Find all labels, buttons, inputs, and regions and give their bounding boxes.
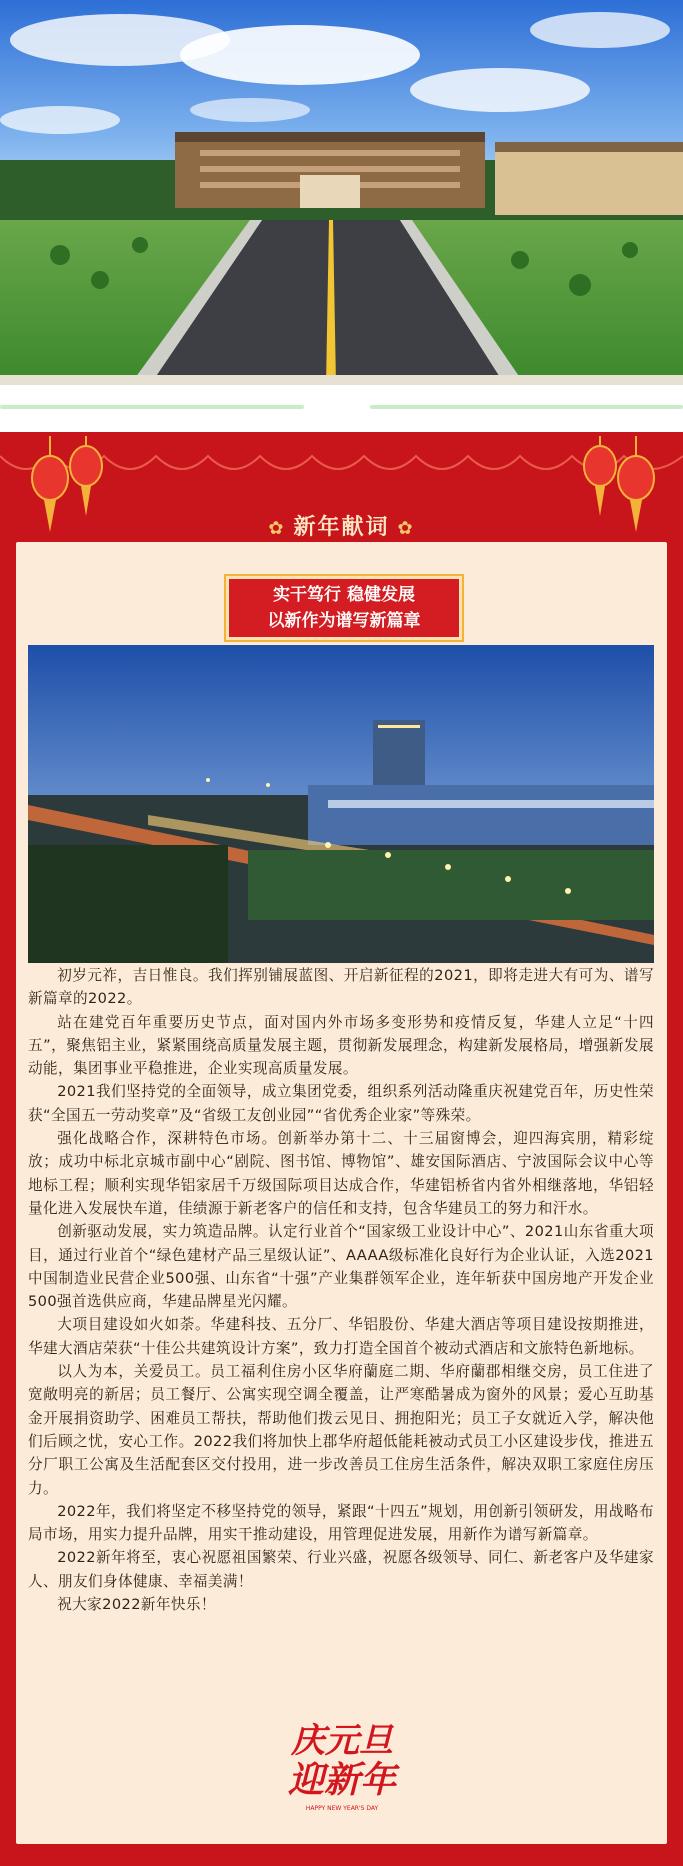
logo-subtitle: HAPPY NEW YEAR'S DAY <box>305 1805 379 1812</box>
paragraph: 以人为本，关爱员工。员工福利住房小区华府蘭庭二期、华府蘭郡相继交房，员工住进了宽敞明亮的新居；员工餐厅、公寓实现空调全覆盖，让严寒酷暑成为窗外的风景；爱心互助基金开展捐资助学、困难员工帮扶，帮助他们拨云见日、拥抱阳光；员工子女就近入学，解决他们后顾之忧，安心工作。2022我们将加快上郡华府超低能耗被动式员工小区建设步伐，推进五分厂职工公寓及生活配套区交付投用，进一步改善员工住房生活条件，解决双职工家庭住房压力。 <box>28 1363 654 1497</box>
paragraph: 初岁元祚，吉日惟良。我们挥别铺展蓝图、开启新征程的2021，即将走进大有可为、谱写新篇章的2022。 <box>28 967 654 1008</box>
paragraph: 站在建党百年重要历史节点，面对国内外市场多变形势和疫情反复，华建人立足“十四五”，聚焦铝主业，紧紧围绕高质量发展主题，贯彻新发展理念，构建新发展格局，增强新发展动能，集团事业平稳推进，企业实现高质量发展。 <box>28 1013 654 1078</box>
divider-lines <box>0 405 683 411</box>
paragraph: 2022年，我们将坚定不移坚持党的领导，紧跟“十四五”规划，用创新引领研发，用战略布局市场，用实力提升品牌，用实干推动建设，用管理促进发展，用新作为谱写新篇章。 <box>28 1502 654 1544</box>
cloud-ornament-right-icon: ✿ <box>397 518 415 539</box>
logo-line-1: 庆元旦 <box>291 1721 393 1761</box>
banner-line-1: 实干笃行 稳健发展 <box>273 585 415 605</box>
new-year-logo <box>260 1712 424 1816</box>
cloud-ornament-left-icon: ✿ <box>268 518 286 539</box>
logo-line-2: 迎新年 <box>287 1759 397 1801</box>
paragraph: 创新驱动发展，实力筑造品牌。认定行业首个“国家级工业设计中心”、2021山东省重大项目，通过行业首个“绿色建材产品三星级认证”、AAAA级标准化良好行为企业认证，入选2021中国制造业民营企业500强、山东省“十强”产业集群领军企业，连年斩获中国房地产开发企业500强首选供应商，华建品牌星光闪耀。 <box>28 1223 654 1311</box>
heading-text: 新年献词 <box>293 515 390 540</box>
slogan-banner <box>224 574 464 642</box>
paragraph: 强化战略合作，深耕特色市场。创新举办第十二、十三届窗博会，迎四海宾朋，精彩绽放；成功中标北京城市副中心“剧院、图书馆、博物馆”、雄安国际酒店、宁波国际会议中心等地标工程；顺利实现华铝家居千万级国际项目达成合作，华建铝桥省内省外相继落地，华铝轻量化进入发展快车道，佳绩源于新老客户的信任和支持，包含华建员工的努力和汗水。 <box>28 1130 654 1217</box>
section-heading <box>0 510 683 541</box>
speech-body <box>28 964 654 1616</box>
paragraph: 2022新年将至，衷心祝愿祖国繁荣、行业兴盛，祝愿各级领导、同仁、新老客户及华建家人、朋友们身体健康、幸福美满！ <box>28 1549 654 1590</box>
campus-photo <box>0 0 683 385</box>
banner-line-2: 以新作为谱写新篇章 <box>267 611 421 631</box>
factory-night-photo <box>28 645 654 963</box>
paragraph: 2021我们坚持党的全面领导，成立集团党委，组织系列活动隆重庆祝建党百年，历史性荣获“全国五一劳动奖章”及“省级工友创业园”“省优秀企业家”等殊荣。 <box>28 1083 654 1124</box>
paragraph: 大项目建设如火如荼。华建科技、五分厂、华铝股份、华建大酒店等项目建设按期推进，华建大酒店荣获“十佳公共建筑设计方案”，致力打造全国首个被动式酒店和文旅特色新地标。 <box>28 1316 654 1357</box>
paragraph: 祝大家2022新年快乐！ <box>57 1596 216 1614</box>
